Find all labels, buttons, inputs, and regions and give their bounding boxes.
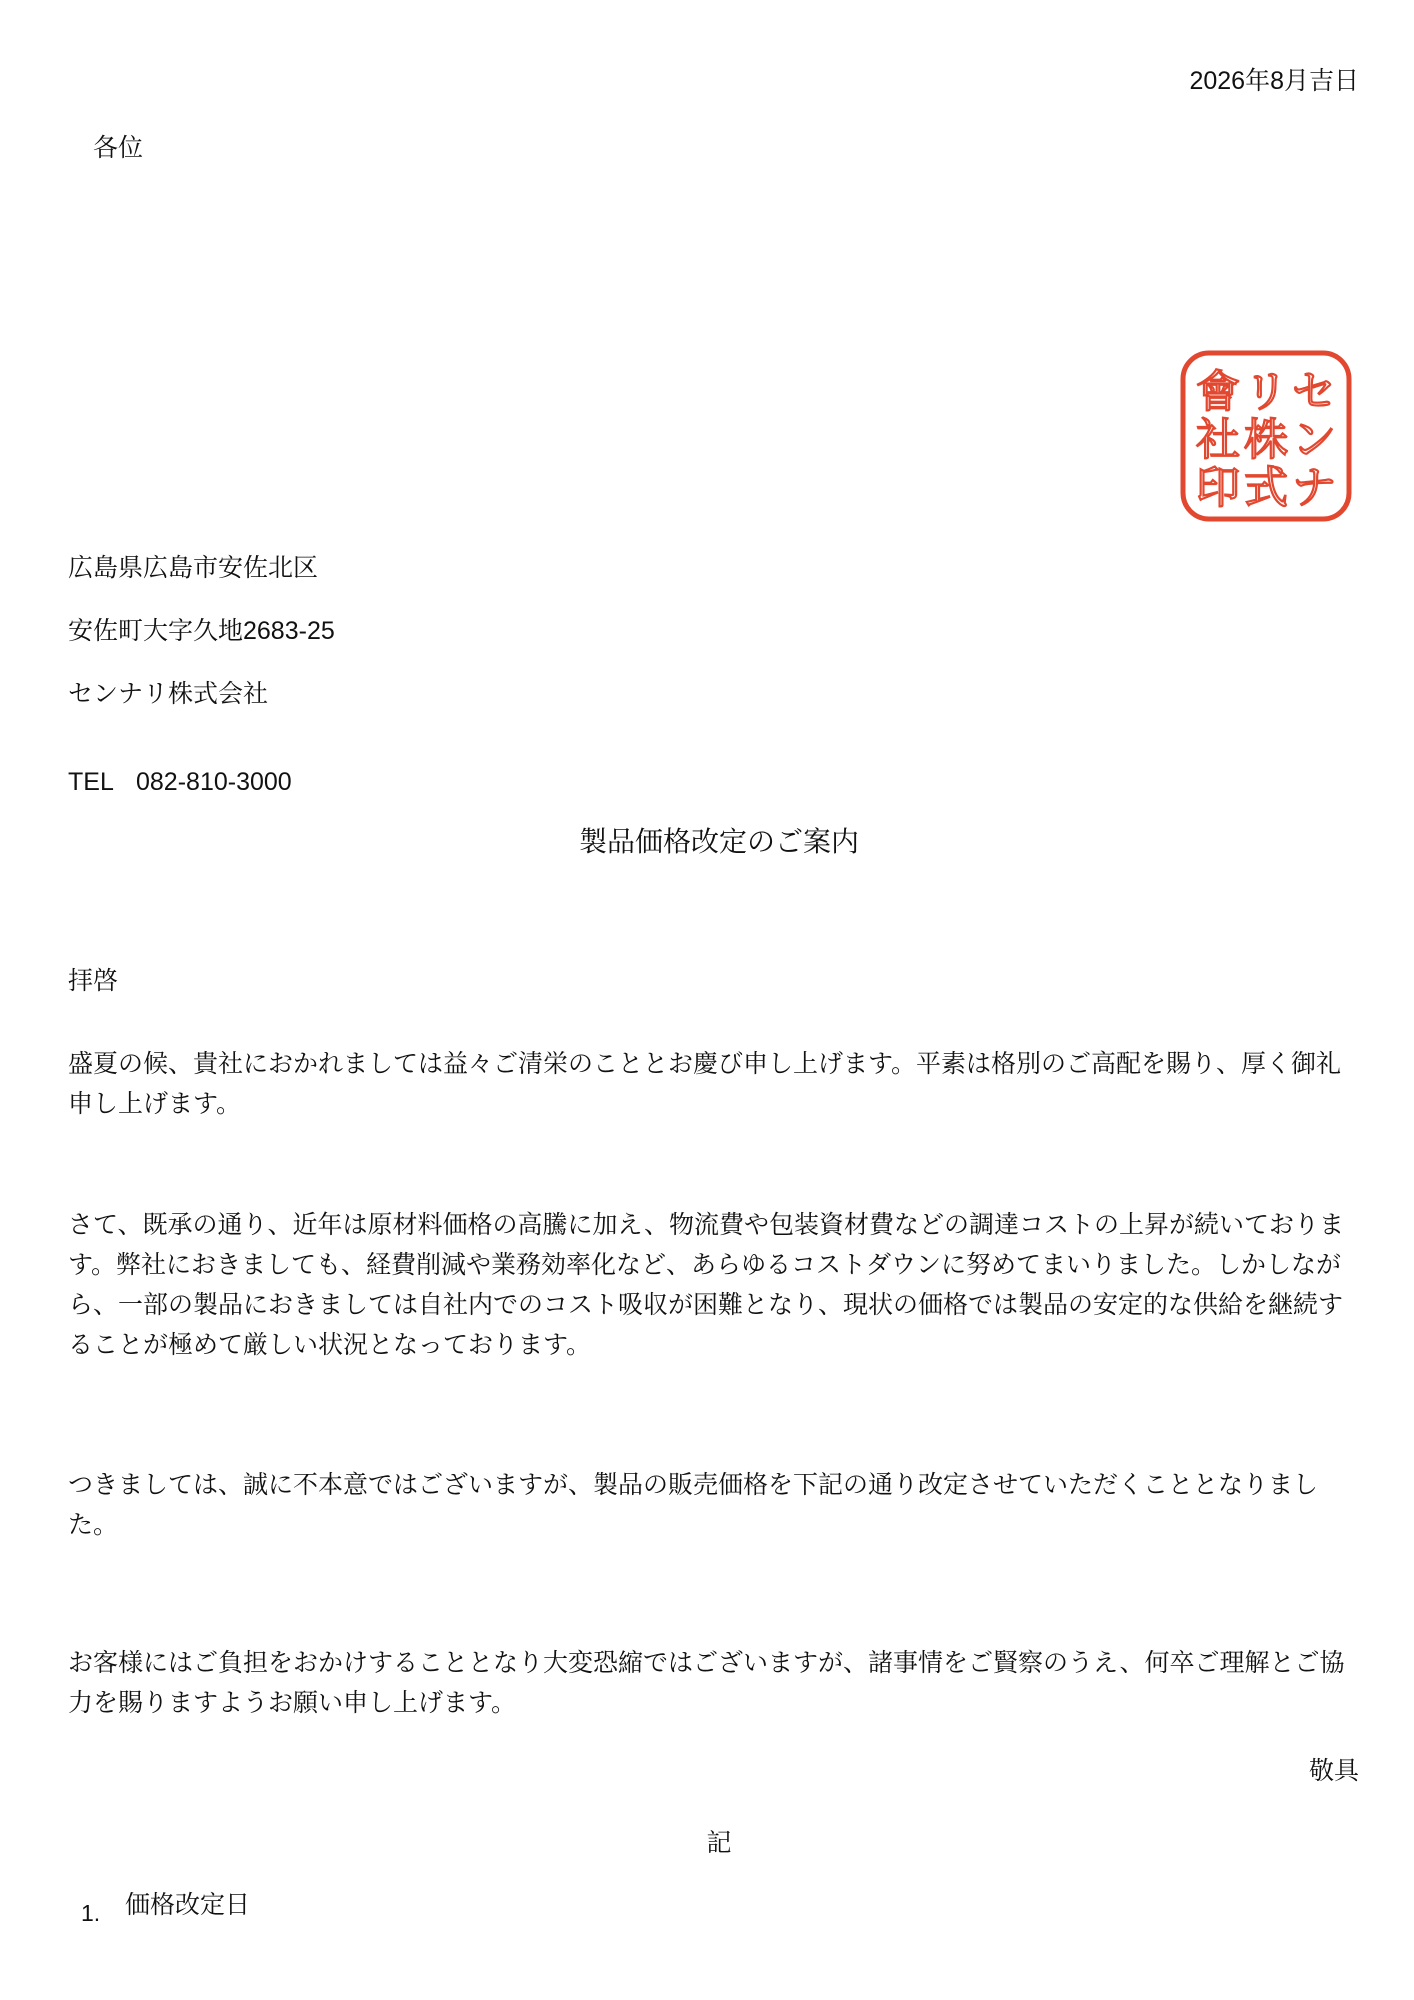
ki-heading: 記 (706, 1829, 732, 1857)
paragraph-line: 盛夏の候、貴社におかれましては益々ご清栄のこととお慶び申し上げます。平素は格別のご高配を賜り、厚く御礼 (68, 1050, 1342, 1078)
paragraph-line: ら、一部の製品におきましては自社内でのコスト吸収が困難となり、現状の価格では製品の安定的な供給を継続す (68, 1291, 1344, 1319)
document-date: 2026年8月吉日 (1189, 67, 1359, 95)
seal-character: リ (1244, 366, 1288, 418)
seal-character: ナ (1292, 462, 1336, 514)
salutation: 拝啓 (68, 967, 119, 995)
paragraph-announcement (68, 1465, 1358, 1545)
seal-character: 印 (1196, 462, 1240, 514)
paragraph-reason (68, 1205, 1358, 1365)
sender-address-line1: 広島県広島市安佐北区 (68, 554, 319, 582)
company-seal (1178, 348, 1354, 524)
seal-characters (1196, 367, 1336, 514)
paragraph-line: つきましては、誠に不本意ではございますが、製品の販売価格を下記の通り改定させていただくこととなりまし (68, 1471, 1319, 1499)
seal-character: 社 (1196, 414, 1240, 466)
paragraph-greeting (68, 1044, 1358, 1124)
paragraph-request (68, 1643, 1358, 1723)
sender-company-name: センナリ株式会社 (68, 680, 269, 708)
seal-character: 式 (1244, 462, 1288, 514)
seal-character: ン (1292, 414, 1336, 466)
seal-character: セ (1292, 366, 1336, 418)
paragraph-line: お客様にはご負担をおかけすることとなり大変恐縮ではございますが、諸事情をご賢察のうえ、何卒ご理解とご協 (68, 1649, 1345, 1677)
sender-tel (68, 762, 292, 802)
list-item-number: 1. (81, 1900, 101, 1926)
list-item-label: 価格改定日 (125, 1891, 251, 1919)
paragraph-line: た。 (68, 1511, 119, 1539)
addressee: 各位 (93, 134, 144, 162)
paragraph-line: 力を賜りますようお願い申し上げます。 (68, 1689, 517, 1717)
document-title: 製品価格改定のご案内 (578, 826, 859, 857)
tel-label: TEL (68, 768, 114, 796)
paragraph-line: 申し上げます。 (68, 1090, 242, 1118)
paragraph-line: ることが極めて厳しい状況となっております。 (68, 1331, 592, 1359)
tel-number: 082-810-3000 (136, 768, 292, 796)
paragraph-line: さて、既承の通り、近年は原材料価格の高騰に加え、物流費や包装資材費などの調達コストの上昇が続いておりま (68, 1211, 1345, 1239)
sender-address-line2: 安佐町大字久地2683-25 (68, 617, 335, 645)
closing: 敬具 (1308, 1757, 1359, 1785)
seal-character: 株 (1244, 414, 1288, 466)
paragraph-line: す。弊社におきましても、経費削減や業務効率化など、あらゆるコストダウンに努めてまいりました。しかしなが (68, 1251, 1342, 1279)
list-item (78, 1885, 478, 1925)
seal-character: 會 (1196, 366, 1240, 418)
